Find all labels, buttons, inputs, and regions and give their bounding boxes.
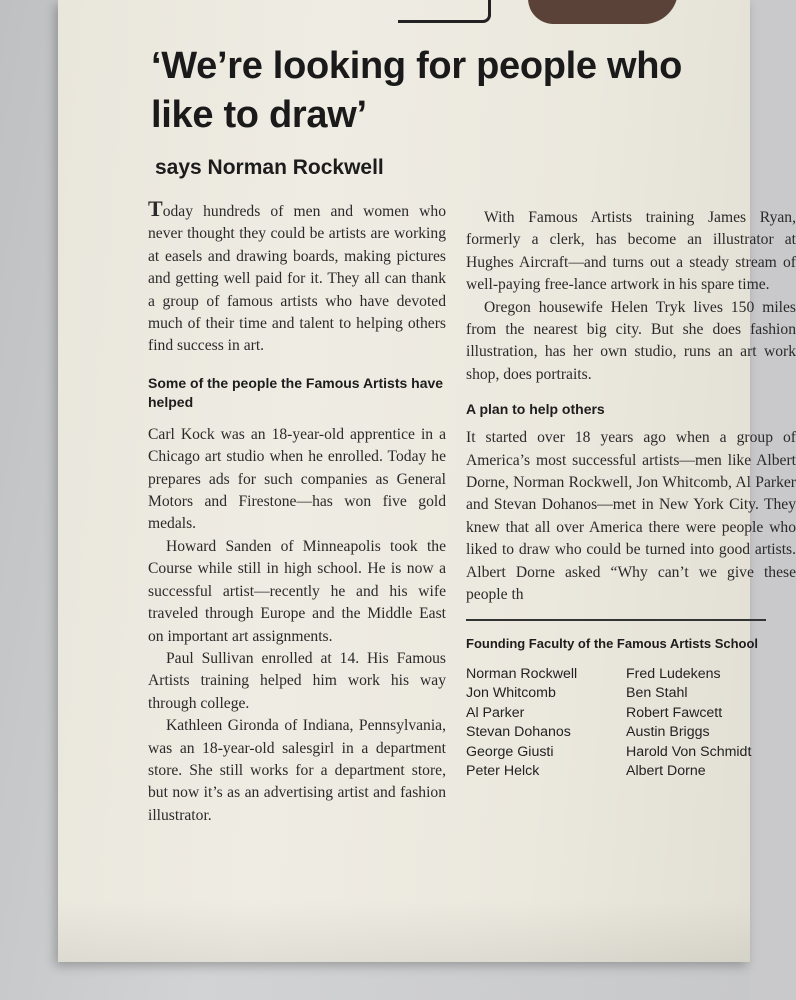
magazine-page	[58, 0, 796, 962]
intro-paragraph	[148, 198, 446, 358]
illustration-fragment	[398, 0, 491, 23]
faculty-name: Jon Whitcomb	[466, 685, 556, 702]
story-paragraph: Paul Sullivan enrolled at 14. His Famous Artists training helped him work his way through college.	[148, 649, 446, 712]
subheadline: says Norman Rockwell	[155, 156, 384, 179]
section-heading-plan: A plan to help others	[466, 401, 605, 418]
headline: ‘We’re looking for people who like to draw’	[151, 45, 683, 136]
faculty-name: Harold Von Schmidt	[626, 743, 752, 760]
faculty-heading: Founding Faculty of the Famous Artists School	[466, 635, 759, 651]
faculty-name: Austin Briggs	[626, 724, 710, 741]
faculty-name: Ben Stahl	[626, 685, 688, 702]
faculty-name: Peter Helck	[466, 763, 540, 780]
faculty-name: Stevan Dohanos	[466, 724, 571, 741]
story-paragraph: Kathleen Gironda of Indiana, Pennsylvania, was an 18-year-old salesgirl in a department store. She still works for a department store, but now it’s as an advertising artist and fashion illustrator.	[148, 717, 446, 824]
story-paragraph: Oregon housewife Helen Tryk lives 150 miles from the nearest big city. But she does fashion illustration, has her own studio, runs an art work shop, does portraits.	[466, 298, 796, 383]
left-column	[148, 198, 446, 827]
plan-paragraph: It started over 18 years ago when a group of America’s most successful artists—men like Albert Dorne, Norman Rockwell, Jon Whitcomb, Al Parker and Stevan Dohanos—met in New York City. They knew that all over America there were people who liked to draw who could be turned into good artists. Albert Dorne asked “Why can’t we give these people th	[466, 429, 796, 604]
faculty-list	[466, 665, 796, 783]
divider-rule	[466, 619, 766, 621]
faculty-name: George Giusti	[466, 743, 554, 760]
faculty-name: Al Parker	[466, 704, 525, 721]
intro-text: oday hundreds of men and women who never thought they could be artists are working at easels and drawing boards, making pictures and getting well paid for it. They all can thank a group of famous artists who have devoted much of their time and talent to helping others find success in art.	[148, 203, 446, 355]
faculty-name: Fred Ludekens	[626, 665, 721, 682]
faculty-name: Robert Fawcett	[626, 704, 723, 721]
illustration-fragment	[528, 0, 678, 24]
right-column	[466, 207, 796, 782]
faculty-name: Albert Dorne	[626, 763, 706, 780]
story-paragraph: Carl Kock was an 18-year-old apprentice in a Chicago art studio when he enrolled. Today he prepares ads for such companies as General Motors and Firestone—has won five gold medals.	[148, 425, 446, 533]
faculty-name: Norman Rockwell	[466, 665, 578, 682]
drop-cap: T	[148, 196, 163, 221]
story-paragraph: With Famous Artists training James Ryan, formerly a clerk, has become an illustrator at Hughes Aircraft—and turns out a steady stream of well-paying free-lance artwork in his spare time.	[466, 209, 796, 294]
section-heading-people-helped: Some of the people the Famous Artists have helped	[148, 374, 444, 410]
story-paragraph: Howard Sanden of Minneapolis took the Course while still in high school. He is now a successful artist—recently he and his wife traveled through Europe and the Middle East on important art assignments.	[148, 537, 446, 645]
